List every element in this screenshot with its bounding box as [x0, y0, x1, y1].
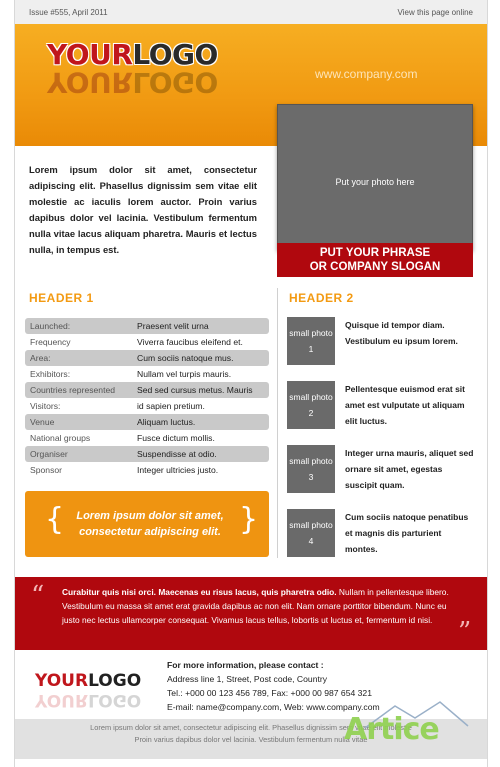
contact-phone: Tel.: +000 00 123 456 789, Fax: +000 00 987 654 321 [167, 688, 372, 698]
row-value: Aliquam luctus. [137, 417, 196, 427]
list-item [287, 445, 477, 495]
row-value: Integer ultricies justo. [137, 465, 219, 475]
row-value: Suspendisse at odio. [137, 449, 217, 459]
row-label: Countries represented [30, 385, 116, 395]
row-value: id sapien pretium. [137, 401, 205, 411]
row-label: Launched: [30, 321, 71, 331]
view-online-link[interactable]: View this page online [397, 8, 473, 17]
contact-block [167, 658, 380, 714]
right-brace-icon: } [239, 502, 259, 537]
contact-address: Address line 1, Street, Post code, Country [167, 674, 328, 684]
logo-text-your: YOUR [47, 38, 133, 71]
footer-logo-logo: LOGO [88, 671, 142, 691]
row-label: Frequency [30, 337, 71, 347]
quote-text: Lorem ipsum dolor sit amet, consectetur adipiscing elit. [76, 510, 224, 538]
list-item [287, 317, 477, 367]
small-photo: small photo 1 [287, 317, 335, 365]
left-brace-icon: { [45, 502, 65, 537]
photo-placeholder-text: Put your photo here [335, 177, 415, 187]
row-value: Sed sed cursus metus. Mauris [137, 385, 253, 395]
close-quote-icon: ” [458, 617, 472, 647]
newsletter [14, 0, 488, 767]
small-photo: small photo 3 [287, 445, 335, 493]
quote-box [25, 491, 269, 557]
open-quote-icon: “ [31, 581, 45, 611]
slogan-line-2: OR COMPANY SLOGAN [309, 261, 441, 273]
issue-label: Issue #555, April 2011 [29, 8, 108, 17]
list-item-text: Integer urna mauris, aliquet sed ornare sit amet, egestas suscipit quam. [345, 448, 474, 490]
legal-line-1: Lorem ipsum dolor sit amet, consectetur adipiscing elit. Phasellus dignissim sem vitae elit molestie [90, 723, 412, 732]
row-value: Fusce dictum mollis. [137, 433, 215, 443]
testimonial-rest: Nullam in pellentesque libero. Vestibulum eu massa sit amet erat gravida dapibus ac non elit. Nam ornare porttitor bibendum. Nunc eu justo nec lectus ullamcorper consequat. Vivamus lacus tellus, lobortis ut luctus et, fermentum id nisi. [62, 587, 449, 625]
small-photo: small photo 4 [287, 509, 335, 557]
row-value: Viverra faucibus eleifend et. [137, 337, 243, 347]
row-label: Venue [30, 417, 55, 427]
intro-paragraph: Lorem ipsum dolor sit amet, consectetur adipiscing elit. Phasellus dignissim sem vitae elit molestie ac iaculis lorem auctor. Proin varius dapibus dolor vel lacinia. Vestibulum fermentum nulla vitae lacus aliquam pharetra. Mauris et lectus nulla, in tempus est. [29, 164, 257, 255]
photo-placeholder [277, 104, 473, 250]
list-item [287, 509, 477, 559]
header-1: HEADER 1 [29, 291, 94, 305]
table-row [25, 318, 269, 334]
header-2: HEADER 2 [289, 291, 354, 305]
row-label: Organiser [30, 449, 68, 459]
list-item [287, 381, 477, 431]
website-link[interactable]: www.company.com [315, 67, 418, 81]
row-value: Praesent velit urna [137, 321, 209, 331]
watermark: Artice [344, 712, 439, 747]
testimonial-bold: Curabitur quis nisi orci. Maecenas eu risus lacus, quis pharetra odio. [62, 587, 337, 597]
table-row [25, 350, 269, 366]
row-value: Cum sociis natoque mus. [137, 353, 234, 363]
list-item-text: Pellentesque euismod erat sit amet est vulputate ut aliquam elit luctus. [345, 384, 465, 426]
table-row [25, 430, 269, 446]
footer-logo-reflection: YOURLOGO [35, 690, 142, 710]
column-divider [277, 288, 278, 558]
slogan-banner [277, 243, 473, 277]
contact-heading: For more information, please contact : [167, 660, 324, 670]
logo-text-logo: LOGO [132, 38, 218, 71]
list-item-text: Quisque id tempor diam. Vestibulum eu ipsum lorem. [345, 320, 458, 346]
table-row [25, 398, 269, 414]
row-label: National groups [30, 433, 91, 443]
small-photo: small photo 2 [287, 381, 335, 429]
row-label: Area: [30, 353, 51, 363]
table-row [25, 414, 269, 430]
row-value: Nullam vel turpis mauris. [137, 369, 232, 379]
top-bar [15, 0, 487, 24]
slogan-line-1: PUT YOUR PHRASE [319, 247, 431, 259]
info-table [25, 318, 269, 478]
logo-reflection: YOURLOGO [47, 66, 218, 99]
footer-logo-your: YOUR [35, 671, 89, 691]
testimonial-band [15, 577, 487, 650]
list-item-text: Cum sociis natoque penatibus et magnis dis parturient montes. [345, 512, 469, 554]
legal-line-2: Proin varius dapibus dolor vel lacinia. Vestibulum fermentum nulla vitae [134, 735, 368, 744]
table-row [25, 366, 269, 382]
contact-email[interactable]: E-mail: name@company.com, Web: www.company.com [167, 702, 380, 712]
row-label: Visitors: [30, 401, 61, 411]
footer-logo [35, 671, 141, 691]
table-row [25, 446, 269, 462]
table-row [25, 382, 269, 398]
testimonial-text [62, 585, 462, 627]
table-row [25, 334, 269, 350]
table-row [25, 462, 269, 478]
row-label: Exhibitors: [30, 369, 71, 379]
row-label: Sponsor [30, 465, 63, 475]
